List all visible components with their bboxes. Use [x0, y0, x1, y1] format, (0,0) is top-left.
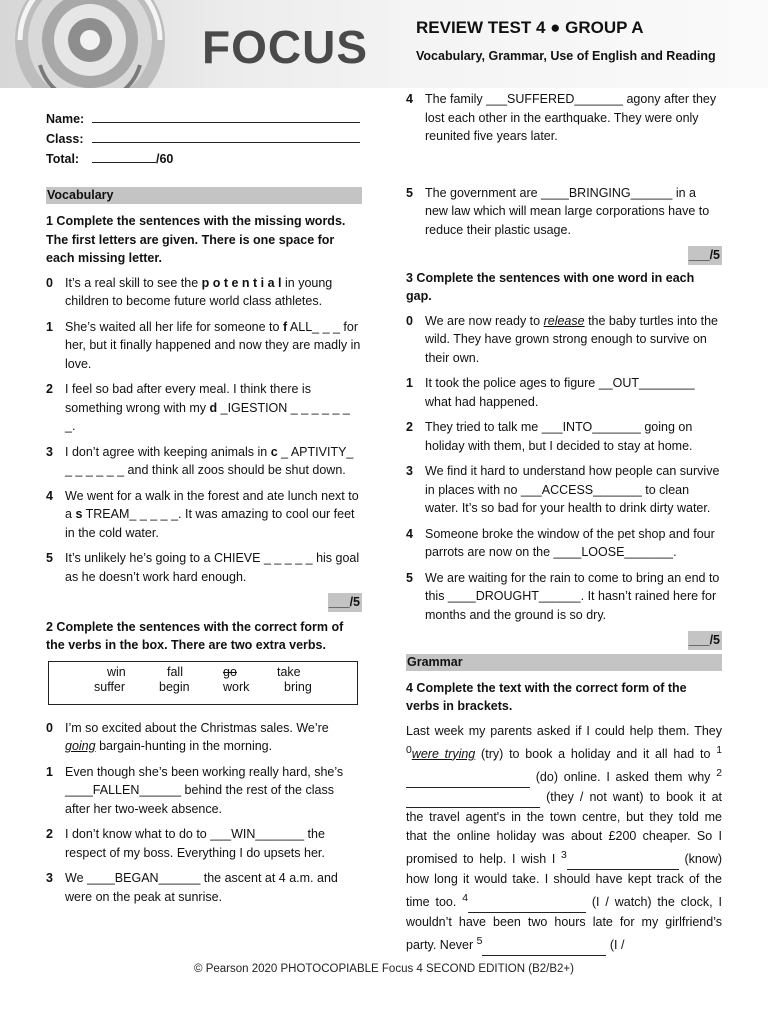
word-box-item: begin — [159, 679, 190, 694]
word-box-item-crossed: go — [223, 664, 237, 679]
test-subtitle: Vocabulary, Grammar, Use of English and Reading — [416, 49, 716, 63]
example-answer: were trying — [411, 746, 476, 761]
total-label: Total: — [46, 152, 80, 166]
exercise-3-score: ___/5 — [406, 631, 722, 650]
exercise-4-text: Last week my parents asked if I could help them. They $^0$were trying (try) to book a holiday and it all had to $^1$ (do) online. I asked them why $^2$ (they / not want) to book it at the travel agent's in the town centre, but they told me that the online holiday was about £200 cheaper. So I promised to help. I wish I $^3$ (know) how long it would take. I should have kept track of the time too. $^4$ (I / watch) the clock, I wouldn’t have been two hours late for my girlfriend’s party. Never $^5$ (I / — [406, 722, 722, 957]
word-box-item: win — [107, 664, 126, 679]
word-box-item: suffer — [94, 679, 126, 694]
exercise-3-item: 0 We are now ready to release the baby turtles into the wild. They have grown strong enough to survive on their own. — [406, 313, 719, 365]
exercise-2-item: 0 I’m so excited about the Christmas sales. We’re going bargain-hunting in the morning. — [46, 720, 329, 753]
name-label: Name: — [46, 112, 85, 126]
focus-logo: FOCUS — [202, 21, 368, 73]
exercise-1-item: 5 It’s unlikely he’s going to a CHIEVE _ _ _ _ _ his goal as he doesn’t work hard enough. — [46, 551, 360, 584]
exercise-1-item: 1 She’s waited all her life for someone to f ALL_ _ _ for her, but it finally happened and now they are madly in love. — [46, 319, 361, 371]
exercise-3-instruction: 3 Complete the sentences with one word in each gap. — [406, 270, 695, 303]
exercise-1-item: 3 I don’t agree with keeping animals in c _ APTIVITY_ _ _ _ _ _ _ and think all zoos should be shut down. — [46, 444, 354, 477]
exercise-1-item: 0 It’s a real skill to see the p o t e n t i a l in young children to become future world class athletes. — [46, 275, 333, 308]
exercise-1-score: ___/5 — [46, 593, 362, 612]
word-box-item: bring — [284, 679, 312, 694]
word-box — [48, 661, 358, 705]
test-title: REVIEW TEST 4 ● GROUP A — [416, 18, 644, 37]
class-field[interactable] — [46, 130, 362, 150]
name-field[interactable] — [46, 110, 362, 130]
exercise-1-item: 4 We went for a walk in the forest and ate lunch next to a s TREAM_ _ _ _ _. It was amazing to cool our feet in the cold water. — [46, 488, 359, 540]
page-header — [0, 0, 768, 88]
exercise-3-item: 4 Someone broke the window of the pet shop and four parrots are now on the ____LOOSE_______. — [406, 526, 715, 559]
exercise-4-instruction: 4 Complete the text with the correct form of the verbs in brackets. — [406, 680, 687, 713]
total-suffix: /60 — [156, 152, 174, 166]
right-column — [406, 90, 722, 956]
answer-gap-2[interactable] — [406, 788, 540, 808]
word-box-item: fall — [167, 664, 183, 679]
grammar-heading: Grammar — [406, 654, 722, 671]
class-label: Class: — [46, 132, 84, 146]
exercise-3-item: 5 We are waiting for the rain to come to bring an end to this ____DROUGHT______. It hasn’t rained here for months and the ground is so dry. — [406, 570, 720, 622]
vocabulary-heading: Vocabulary — [46, 187, 362, 204]
exercise-2-item: 2 I don’t know what to do to ___WIN_______ the respect of my boss. Everything I do upsets her. — [46, 827, 325, 860]
answer-gap-3[interactable] — [567, 850, 679, 870]
exercise-3-item: 2 They tried to talk me ___INTO_______ going on holiday with them, but I decided to stay at home. — [406, 420, 693, 453]
total-field[interactable] — [46, 150, 362, 170]
exercise-2-instruction: 2 Complete the sentences with the correct form of the verbs in the box. There are two extra verbs. — [46, 619, 344, 652]
exercise-2-score: ___/5 — [406, 246, 722, 265]
answer-gap-1[interactable] — [406, 768, 530, 788]
exercise-1-item: 2 I feel so bad after every meal. I think there is something wrong with my d _IGESTION _ _ _ _ _ _ _. — [46, 382, 350, 433]
answer-gap-5[interactable] — [482, 936, 606, 956]
exercise-3-item: 3 We find it hard to understand how people can survive in places with no ___ACCESS_______ to clean water. It’s so bad for your health to drink dirty water. — [406, 464, 720, 515]
answer-gap-4[interactable] — [468, 893, 586, 913]
page-footer: © Pearson 2020 PHOTOCOPIABLE Focus 4 SECOND EDITION (B2/B2+) — [194, 963, 574, 975]
exercise-2-item: 1 Even though she’s been working really hard, she’s ____FALLEN______ behind the rest of the class after her two-week absence. — [46, 764, 344, 816]
exercise-1-instruction: 1 Complete the sentences with the missing words. The first letters are given. There is one space for each missing letter. — [46, 214, 346, 265]
word-box-item: take — [277, 664, 301, 679]
exercise-3-item: 1 It took the police ages to figure __OUT________ what had happened. — [406, 376, 695, 409]
left-column — [46, 110, 362, 913]
exercise-2-item: 3 We ____BEGAN______ the ascent at 4 a.m. and were on the peak at sunrise. — [46, 871, 338, 904]
focus-logo-swirl-graphic — [0, 0, 210, 88]
word-box-item: work — [223, 679, 250, 694]
exercise-2-item: 5 The government are ____BRINGING______ in a new law which will mean large corporations have to reduce their plastic usage. — [406, 185, 710, 237]
exercise-2-item: 4 The family ___SUFFERED_______ agony after they lost each other in the earthquake. They were only reunited five years later. — [406, 92, 717, 143]
